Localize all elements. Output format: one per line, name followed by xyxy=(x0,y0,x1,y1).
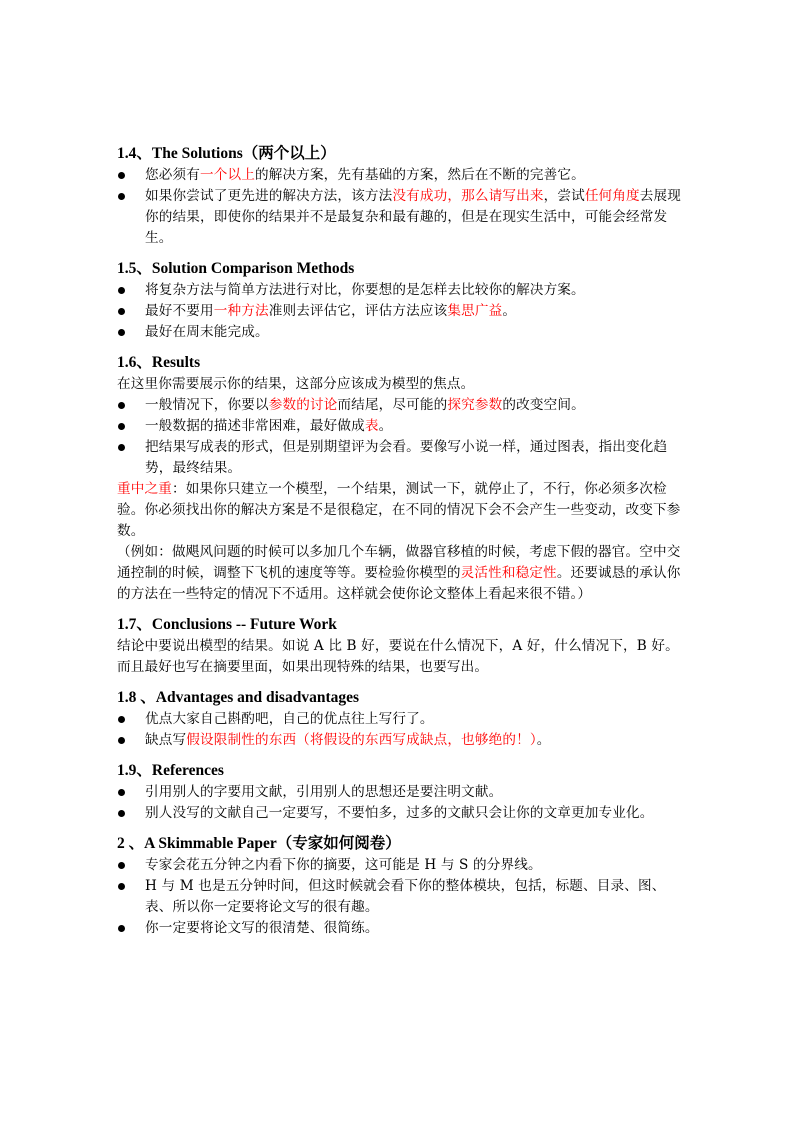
section-heading: 1.8 、Advantages and disadvantages xyxy=(117,689,360,706)
paragraph xyxy=(117,542,683,605)
highlighted-text: 任何角度 xyxy=(584,188,640,204)
highlighted-text: 一个以上 xyxy=(199,167,255,183)
bullet-dot-icon xyxy=(118,810,125,817)
highlighted-text: 没有成功，那么请写出来 xyxy=(392,188,544,204)
section-spacer xyxy=(117,249,683,256)
text-run: 你一定要将论文写的很清楚、很简练。 xyxy=(145,920,379,936)
text-run: 。 xyxy=(536,732,551,748)
section-heading: 1.6、Results xyxy=(117,354,201,371)
bullet-item xyxy=(117,416,683,437)
section-spacer xyxy=(117,678,683,685)
text-run: 去展现你的结果，即使你的结果并不是最复杂和最有趣的，但是在现实生活中，可能会经常发生。 xyxy=(145,188,682,246)
bullet-dot-icon xyxy=(118,402,125,409)
bullet-dot-icon xyxy=(118,716,125,723)
bullet-list xyxy=(117,709,683,751)
text-run: （例如：做飓风问题的时候可以多加几个车辆，做器官移植的时候，考虑下假的器官。空中交通控制的时候，调整下飞机的速度等等。要检验你模型的 xyxy=(117,544,681,581)
text-run: 。还要诚恳的承认你的方法在一些特定的情况下不适用。这样就会使你论文整体上看起来很不错。） xyxy=(117,565,681,602)
section-heading: 1.9、References xyxy=(117,762,224,779)
bullet-dot-icon xyxy=(118,193,125,200)
bullet-item xyxy=(117,395,683,416)
bullet-list xyxy=(117,395,683,479)
section xyxy=(117,350,683,605)
paragraph xyxy=(117,374,683,395)
bullet-item xyxy=(117,803,683,824)
text-run: 结论中要说出模型的结果。如说 A 比 B 好，要说在什么情况下，A 好，什么情况下，B 好。而且最好也写在摘要里面，如果出现特殊的结果，也要写出。 xyxy=(117,638,679,675)
section xyxy=(117,758,683,824)
bullet-list xyxy=(117,280,683,343)
text-run: 一般情况下，你要以 xyxy=(145,397,269,413)
section xyxy=(117,256,683,343)
bullet-item xyxy=(117,730,683,751)
section-heading: 2 、A Skimmable Paper（专家如何阅卷） xyxy=(117,835,401,852)
document-body xyxy=(117,141,683,939)
text-run: 您必须有 xyxy=(145,167,200,183)
bullet-dot-icon xyxy=(118,172,125,179)
text-run: H 与 M 也是五分钟时间，但这时候就会看下你的整体模块，包括，标题、目录、图、表、所以你一定要将论文写的很有趣。 xyxy=(145,878,666,915)
section xyxy=(117,612,683,678)
text-run: 而结尾，尽可能的 xyxy=(337,397,448,413)
section xyxy=(117,141,683,249)
section-heading: 1.5、Solution Comparison Methods xyxy=(117,260,355,277)
bullet-item xyxy=(117,301,683,322)
highlighted-text: 探究参数 xyxy=(447,397,503,413)
paragraph xyxy=(117,479,683,542)
bullet-dot-icon xyxy=(118,287,125,294)
bullet-dot-icon xyxy=(118,308,125,315)
section-spacer xyxy=(117,751,683,758)
text-run: ，尝试 xyxy=(543,188,585,204)
bullet-item xyxy=(117,322,683,343)
text-run: 。 xyxy=(502,303,517,319)
bullet-item xyxy=(117,186,683,249)
highlighted-text: 表 xyxy=(364,418,379,434)
section-heading: 1.4、The Solutions（两个以上） xyxy=(117,145,336,162)
section-spacer xyxy=(117,343,683,350)
section-spacer xyxy=(117,824,683,831)
highlighted-text: 集思广益 xyxy=(447,303,503,319)
bullet-list xyxy=(117,855,683,939)
section xyxy=(117,685,683,751)
text-run: 最好在周末能完成。 xyxy=(145,324,269,340)
highlighted-text: 灵活性和稳定性 xyxy=(460,565,557,581)
bullet-item xyxy=(117,855,683,876)
section xyxy=(117,831,683,939)
highlighted-text: 一种方法 xyxy=(213,303,269,319)
bullet-dot-icon xyxy=(118,737,125,744)
highlighted-text: 重中之重 xyxy=(117,481,172,497)
highlighted-text: 参数的讨论 xyxy=(268,397,338,413)
text-run: 在这里你需要展示你的结果，这部分应该成为模型的焦点。 xyxy=(117,376,475,392)
bullet-dot-icon xyxy=(118,862,125,869)
bullet-dot-icon xyxy=(118,329,125,336)
text-run: 的改变空间。 xyxy=(502,397,585,413)
text-run: ：如果你只建立一个模型，一个结果，测试一下，就停止了，不行，你必须多次检验。你必须找出你的解决方案是不是很稳定，在不同的情况下会不会产生一些变动，改变下参数。 xyxy=(117,481,681,539)
text-run: 引用别人的字要用文献，引用别人的思想还是要注明文献。 xyxy=(145,784,503,800)
bullet-dot-icon xyxy=(118,883,125,890)
text-run: 如果你尝试了更先进的解决方法，该方法 xyxy=(145,188,393,204)
text-run: 最好不要用 xyxy=(145,303,214,319)
bullet-item xyxy=(117,709,683,730)
bullet-list xyxy=(117,782,683,824)
bullet-item xyxy=(117,876,683,918)
text-run: 缺点写 xyxy=(145,732,187,748)
bullet-dot-icon xyxy=(118,444,125,451)
text-run: 。 xyxy=(378,418,393,434)
bullet-item xyxy=(117,437,683,479)
text-run: 一般数据的描述非常困难，最好做成 xyxy=(145,418,365,434)
text-run: 准则去评估它，评估方法应该 xyxy=(268,303,448,319)
bullet-dot-icon xyxy=(118,925,125,932)
bullet-dot-icon xyxy=(118,423,125,430)
bullet-dot-icon xyxy=(118,789,125,796)
bullet-item xyxy=(117,280,683,301)
text-run: 优点大家自己斟酌吧，自己的优点往上写行了。 xyxy=(145,711,434,727)
text-run: 把结果写成表的形式，但是别期望评为会看。要像写小说一样，通过图表，指出变化趋势，最终结果。 xyxy=(145,439,668,476)
text-run: 将复杂方法与简单方法进行对比，你要想的是怎样去比较你的解决方案。 xyxy=(145,282,585,298)
paragraph xyxy=(117,636,683,678)
text-run: 的解决方案，先有基础的方案，然后在不断的完善它。 xyxy=(254,167,585,183)
section-heading: 1.7、Conclusions -- Future Work xyxy=(117,616,337,633)
bullet-item xyxy=(117,165,683,186)
text-run: 专家会花五分钟之内看下你的摘要，这可能是 H 与 S 的分界线。 xyxy=(145,857,542,873)
bullet-item xyxy=(117,782,683,803)
highlighted-text: 假设限制性的东西（将假设的东西写成缺点，也够绝的！） xyxy=(186,732,537,748)
section-spacer xyxy=(117,605,683,612)
bullet-item xyxy=(117,918,683,939)
text-run: 别人没写的文献自己一定要写，不要怕多，过多的文献只会让你的文章更加专业化。 xyxy=(145,805,654,821)
bullet-list xyxy=(117,165,683,249)
